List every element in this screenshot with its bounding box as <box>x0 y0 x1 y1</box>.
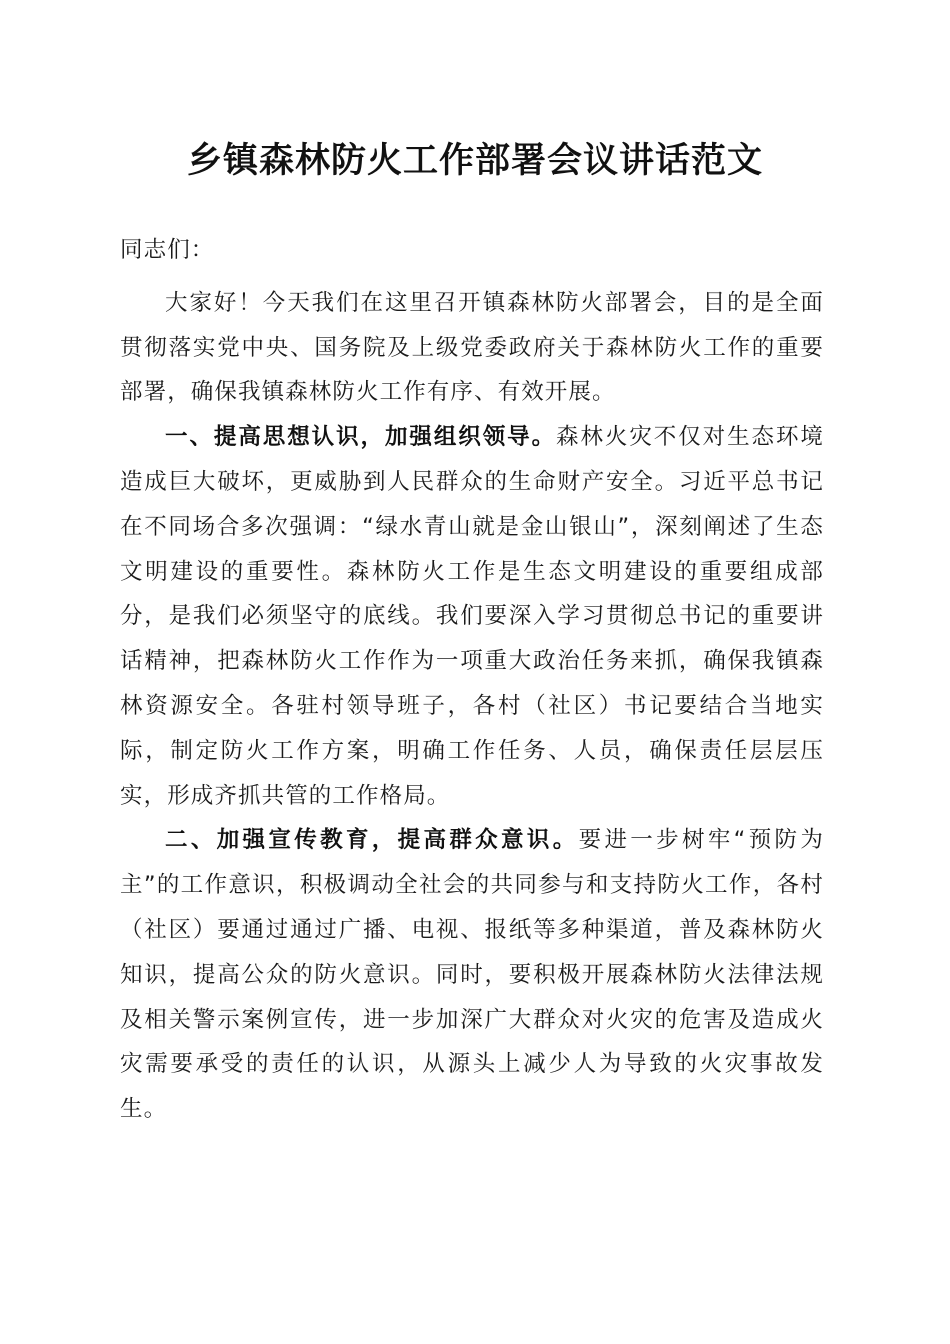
paragraph-text: 大家好！今天我们在这里召开镇森林防火部署会，目的是全面贯彻落实党中央、国务院及上级党委政府关于森林防火工作的重要部署，确保我镇森林防火工作有序、有效开展。 <box>120 289 824 406</box>
section-heading: 一、提高思想认识，加强组织领导。 <box>165 424 557 451</box>
paragraph-text: 要进一步树牢“预防为主”的工作意识，积极调动全社会的共同参与和支持防火工作，各村（社区）要通过通过广播、电视、报纸等多种渠道，普及森林防火知识，提高公众的防火意识。同时，要积极开展森林防火法律法规及相关警示案例宣传，进一步加深广大群众对火灾的危害及造成火灾需要承受的责任的认识，从源头上减少人为导致的火灾事故发生。 <box>120 827 824 1123</box>
document-title: 乡镇森林防火工作部署会议讲话范文 <box>186 140 763 181</box>
paragraph-opening <box>120 281 824 415</box>
document-body <box>120 228 824 1132</box>
salutation: 同志们： <box>120 237 215 263</box>
paragraph-section-2 <box>120 818 824 1132</box>
paragraph-text: 森林火灾不仅对生态环境造成巨大破坏，更威胁到人民群众的生命财产安全。习近平总书记在不同场合多次强调：“绿水青山就是金山银山”，深刻阐述了生态文明建设的重要性。森林防火工作是生态文明建设的重要组成部分，是我们必须坚守的底线。我们要深入学习贯彻总书记的重要讲话精神，把森林防火工作作为一项重大政治任务来抓，确保我镇森林资源安全。各驻村领导班子，各村（社区）书记要结合当地实际，制定防火工作方案，明确工作任务、人员，确保责任层层压实，形成齐抓共管的工作格局。 <box>120 424 824 809</box>
section-heading: 二、加强宣传教育，提高群众意识。 <box>165 827 579 854</box>
paragraph-section-1 <box>120 415 824 818</box>
